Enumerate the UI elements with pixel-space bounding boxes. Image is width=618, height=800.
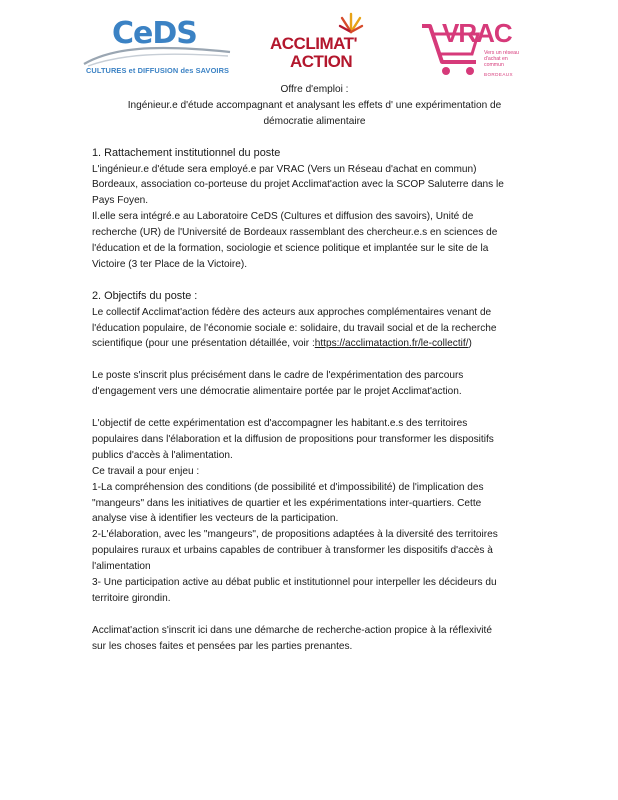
- vrac-logo-wordmark: VRAC: [442, 18, 512, 48]
- section1-line: recherche (UR) de l'Université de Bordeaux rassemblant des chercheur.e.s en sciences de: [92, 227, 498, 239]
- sunburst-icon: [338, 10, 364, 36]
- section2-line: 3- Une participation active au débat public et institutionnel pour interpeller les décideurs du: [92, 577, 497, 589]
- section2-line: [92, 336, 537, 352]
- section1-line: Victoire (3 ter Place de la Victoire).: [92, 258, 248, 270]
- offer-label: Offre d'emploi :: [280, 84, 349, 95]
- section2-line: publics d'accès à l'alimentation.: [92, 449, 233, 461]
- section1-line: Il.elle sera intégré.e au Laboratoire CeDS (Cultures et diffusion des savoirs), Unité de: [92, 211, 474, 223]
- header-logos: [0, 10, 618, 80]
- job-title-line1: Ingénieur.e d'étude accompagnant et analysant les effets d' une expérimentation de: [127, 99, 502, 111]
- section2-line: "mangeurs" dans les initiatives de quartier et les expérimentations inter-quartiers. Cette: [92, 497, 482, 509]
- section2-line: Ce travail a pour enjeu :: [92, 465, 200, 477]
- section2-line: 2-L'élaboration, avec les "mangeurs", de propositions adaptées à la diversité des territoires: [92, 529, 498, 541]
- collectif-link[interactable]: https://acclimataction.fr/le-collectif/: [314, 338, 469, 350]
- section2-line: Le collectif Acclimat'action fédère des acteurs aux approches complémentaires venant de: [92, 306, 492, 318]
- acclimat-logo-line2: ACTION: [290, 52, 353, 71]
- section1-line: L'ingénieur.e d'étude sera employé.e par VRAC (Vers un Réseau d'achat en commun): [92, 163, 477, 175]
- section2-line: l'alimentation: [92, 561, 151, 573]
- section1-line: Bordeaux, association co-porteuse du projet Acclimat'action avec la SCOP Saluterre dans le: [92, 179, 504, 191]
- link-prefix: scientifique (pour une présentation détaillée, voir :: [92, 338, 315, 350]
- acclimat-action-logo: [268, 10, 368, 78]
- section2-line: populaires ruraux et urbains capables de contribuer à transformer les dispositifs d'accès à: [92, 545, 493, 557]
- section2-line: sur les choses faites et pensées par les parties prenantes.: [92, 640, 353, 652]
- section2-line: l'éducation populaire, de l'économie sociale e: solidaire, du travail social et de la recherche: [92, 322, 497, 334]
- section2-line: L'objectif de cette expérimentation est d'accompagner les habitant.e.s des territoires: [92, 417, 468, 429]
- section2-heading: 2. Objectifs du poste :: [92, 289, 198, 302]
- job-title-line2: démocratie alimentaire: [263, 115, 366, 127]
- section1-line: Pays Foyen.: [92, 195, 149, 207]
- section1-heading: 1. Rattachement institutionnel du poste: [92, 146, 281, 159]
- ceds-logo-tagline: CULTURES et DIFFUSION des SAVOIRS: [86, 66, 230, 75]
- section2-line: Acclimat'action s'inscrit ici dans une démarche de recherche-action propice à la réflexivité: [92, 624, 492, 636]
- ceds-logo-wordmark: CeDS: [112, 16, 197, 51]
- section1-line: l'éducation et de la formation, sociologie et science politique et implantée sur le site de la: [92, 243, 489, 255]
- vrac-logo: [420, 16, 530, 78]
- vrac-logo-tagline: Vers un réseau d'achat en commun: [484, 50, 519, 68]
- section2-line: Le poste s'inscrit plus précisément dans le cadre de l'expérimentation des parcours: [92, 370, 464, 382]
- section2-line: d'engagement vers une démocratie alimentaire portée par le projet Acclimat'action.: [92, 386, 462, 398]
- section2-line: analyse vise à identifier les vecteurs de la participation.: [92, 513, 339, 525]
- vrac-logo-region: BORDEAUX: [484, 72, 513, 77]
- link-suffix: ): [468, 338, 472, 350]
- document-body: [92, 80, 537, 655]
- acclimat-logo-line1: ACCLIMAT': [270, 34, 358, 53]
- ceds-logo: [82, 16, 232, 78]
- section2-line: territoire girondin.: [92, 592, 171, 604]
- section2-line: populaires dans l'élaboration et la diffusion de propositions pour transformer les dispositifs: [92, 433, 494, 445]
- section2-line: 1-La compréhension des conditions (de possibilité et d'impossibilité) de l'implication des: [92, 481, 484, 493]
